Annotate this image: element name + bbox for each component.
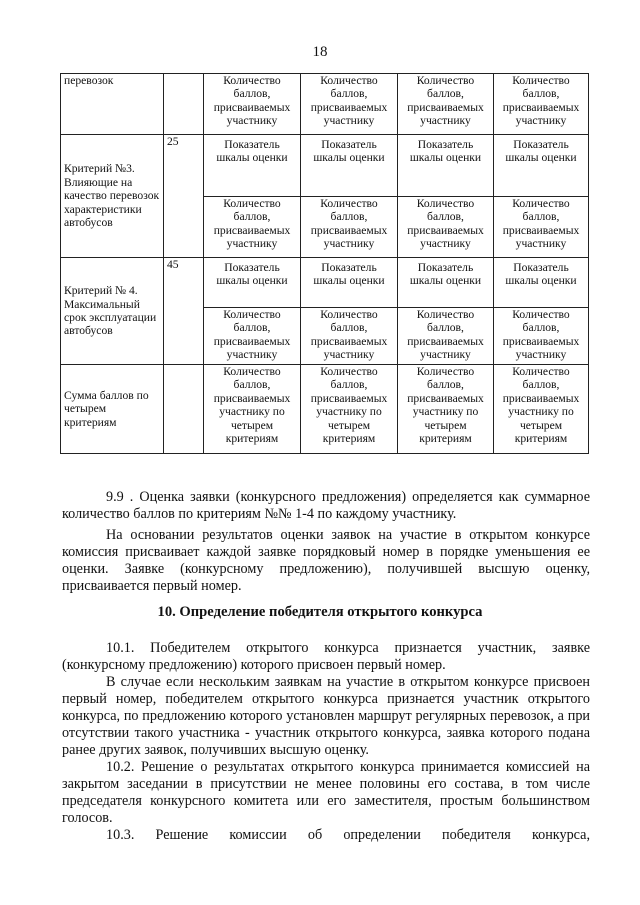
score-cell: Количество баллов, присваиваемых участнику — [204, 308, 301, 365]
criterion-cell: перевозок — [61, 74, 164, 135]
score-cell: Количество баллов, присваиваемых участнику — [494, 197, 589, 258]
score-cell: Количество баллов, присваиваемых участнику — [398, 197, 494, 258]
paragraph: На основании результатов оценки заявок на участие в открытом конкурсе комиссия присваивает каждой заявке порядковый номер в порядке уменьшения ее оценки. Заявке (конкурсному предложению), получившей высшую оценку, присваивается первый номер. — [62, 527, 590, 594]
page-number: 18 — [312, 44, 328, 60]
paragraph: В случае если нескольким заявкам на участие в открытом конкурсе присвоен первый номер, победителем открытого конкурса признается участник открытого конкурса, по предложению которого установлен маршрут регулярных перевозок, а при отсутствии такого участника - участник открытого конкурса, заявка которого подана ранее других заявок, получивших высшую оценку. — [62, 674, 590, 758]
score-cell: Количество баллов, присваиваемых участнику — [301, 74, 398, 135]
table-row — [61, 258, 589, 308]
indicator-cell: Показатель шкалы оценки — [204, 135, 301, 197]
score-cell: Количество баллов, присваиваемых участнику по четырем критериям — [301, 365, 398, 454]
score-cell: Количество баллов, присваиваемых участнику — [494, 308, 589, 365]
criterion-cell: Сумма баллов по четырем критериям — [61, 365, 164, 454]
paragraph: 10.3. Решение комиссии об определении победителя конкурса, — [106, 827, 590, 843]
score-cell: Количество баллов, присваиваемых участнику — [398, 74, 494, 135]
score-cell: Количество баллов, присваиваемых участнику — [398, 308, 494, 365]
criteria-table — [60, 73, 589, 454]
score-cell: Количество баллов, присваиваемых участнику — [301, 308, 398, 365]
score-cell: Количество баллов, присваиваемых участнику — [494, 74, 589, 135]
section-heading: 10. Определение победителя открытого конкурса — [157, 604, 483, 620]
indicator-cell: Показатель шкалы оценки — [494, 135, 589, 197]
weight-cell: 25 — [164, 135, 204, 258]
criterion-cell: Критерий № 4. Максимальный срок эксплуатации автобусов — [61, 258, 164, 365]
section-10-text — [62, 640, 590, 844]
criterion-cell: Критерий №3. Влияющие на качество перевозок характеристики автобусов — [61, 135, 164, 258]
indicator-cell: Показатель шкалы оценки — [204, 258, 301, 308]
score-cell: Количество баллов, присваиваемых участнику по четырем критериям — [204, 365, 301, 454]
weight-cell — [164, 365, 204, 454]
section-9-text — [62, 489, 590, 595]
table-row — [61, 135, 589, 197]
score-cell: Количество баллов, присваиваемых участнику — [204, 197, 301, 258]
table-row — [61, 74, 589, 135]
weight-cell — [164, 74, 204, 135]
indicator-cell: Показатель шкалы оценки — [398, 258, 494, 308]
score-cell: Количество баллов, присваиваемых участнику по четырем критериям — [398, 365, 494, 454]
indicator-cell: Показатель шкалы оценки — [398, 135, 494, 197]
paragraph: 10.1. Победителем открытого конкурса признается участник, заявке (конкурсному предложению) которого присвоен первый номер. — [62, 640, 590, 673]
paragraph: 9.9 . Оценка заявки (конкурсного предложения) определяется как суммарное количество баллов по критериям №№ 1-4 по каждому участнику. — [62, 489, 590, 522]
paragraph: 10.2. Решение о результатах открытого конкурса принимается комиссией на закрытом заседании в присутствии не менее половины его состава, в том числе председателя конкурсного комитета или его заместителя, простым большинством голосов. — [62, 759, 590, 826]
indicator-cell: Показатель шкалы оценки — [494, 258, 589, 308]
indicator-cell: Показатель шкалы оценки — [301, 135, 398, 197]
score-cell: Количество баллов, присваиваемых участнику — [301, 197, 398, 258]
score-cell: Количество баллов, присваиваемых участнику — [204, 74, 301, 135]
table-row — [61, 365, 589, 454]
weight-cell: 45 — [164, 258, 204, 365]
indicator-cell: Показатель шкалы оценки — [301, 258, 398, 308]
score-cell: Количество баллов, присваиваемых участнику по четырем критериям — [494, 365, 589, 454]
